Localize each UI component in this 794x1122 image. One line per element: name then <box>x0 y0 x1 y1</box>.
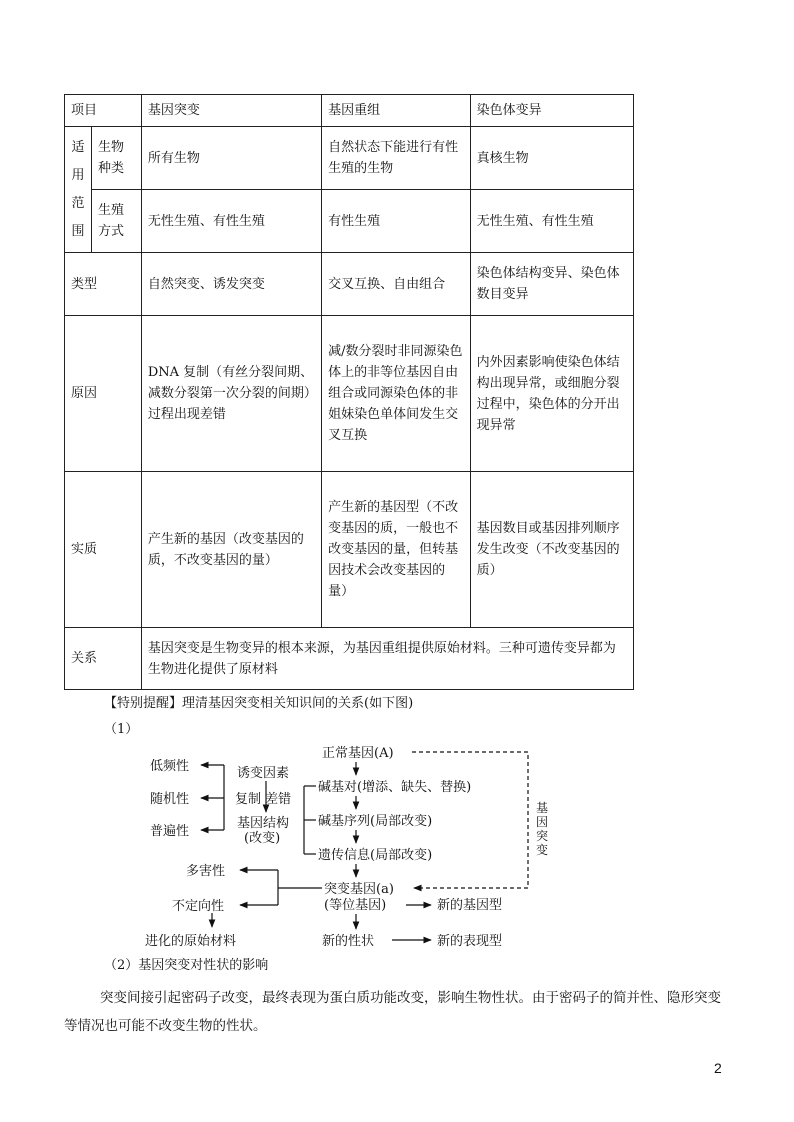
row-label-cell: 原因 <box>65 316 142 472</box>
table-cell: 无性生殖、有性生殖 <box>141 190 321 253</box>
sub-label-cell: 生殖方式 <box>91 190 141 253</box>
mutagen-label: 诱变因素 <box>237 766 290 781</box>
low-frequency-label: 低频性 <box>150 759 190 774</box>
table-cell: 内外因素影响使染色体结构出现异常，或细胞分裂过程中，染色体的分开出现异常 <box>470 316 633 472</box>
side-label-char: 突 <box>536 829 549 843</box>
randomness-label: 随机性 <box>150 792 190 807</box>
header-cell: 项目 <box>65 95 142 127</box>
table-cell: 自然状态下能进行有性生殖的生物 <box>322 127 470 190</box>
special-tip: 【特别提醒】理清基因突变相关知识间的关系(如下图) <box>104 696 414 711</box>
replication-error-label: 复制 差错 <box>235 792 292 807</box>
subheading-2: （2）基因突变对性状的影响 <box>104 958 269 973</box>
header-cell: 染色体变异 <box>470 95 633 127</box>
body-paragraph: 突变间接引起密码子改变，最终表现为蛋白质功能改变，影响生物性状。由于密码子的简并性、隐形突变等情况也可能不改变生物的性状。 <box>64 990 721 1034</box>
table-cell: 染色体结构变异、染色体数目变异 <box>470 253 633 316</box>
table-cell: 产生新的基因型（不改变基因的质，一般也不改变基因的量，但转基因技术会改变基因的量） <box>322 472 470 628</box>
new-trait-label: 新的性状 <box>322 934 375 949</box>
genetic-info-label: 遗传信息(局部改变) <box>318 848 433 863</box>
table-cell: 真核生物 <box>470 127 633 190</box>
row-label-cell: 实质 <box>65 472 142 628</box>
page-number: 2 <box>714 1060 722 1076</box>
table-cell: 无性生殖、有性生殖 <box>470 190 633 253</box>
sub-label-cell: 生物种类 <box>91 127 141 190</box>
side-label-char: 变 <box>536 843 549 857</box>
gene-structure-label: 基因结构 <box>237 816 290 831</box>
row-label-cell: 类型 <box>65 253 142 316</box>
row-label-cell: 关系 <box>65 628 142 690</box>
gene-structure-change-label: (改变) <box>244 831 281 846</box>
table-cell: 交叉互换、自由组合 <box>322 253 470 316</box>
universality-label: 普遍性 <box>150 824 190 839</box>
table-cell: 所有生物 <box>141 127 321 190</box>
scope-char: 范 <box>71 195 85 211</box>
table-cell: DNA 复制（有丝分裂间期、减数分裂第一次分裂的间期）过程出现差错 <box>141 316 321 472</box>
base-sequence-label: 碱基序列(局部改变) <box>318 814 433 829</box>
harmfulness-label: 多害性 <box>186 864 226 879</box>
raw-material-label: 进化的原始材料 <box>145 934 237 949</box>
header-cell: 基因重组 <box>322 95 470 127</box>
table-cell: 减/数分裂时非同源染色体上的非等位基因自由组合或同源染色体的非姐妹染色单体间发生交叉互换 <box>322 316 470 472</box>
new-phenotype-label: 新的表现型 <box>437 934 503 949</box>
subheading-1: （1） <box>104 722 139 737</box>
table-cell: 产生新的基因（改变基因的质，不改变基因的量） <box>141 472 321 628</box>
undirected-label: 不定向性 <box>172 899 225 914</box>
allele-label: (等位基因) <box>324 898 387 913</box>
normal-gene-label: 正常基因(A) <box>322 746 394 761</box>
mutant-gene-label: 突变基因(a) <box>324 882 394 897</box>
table-cell: 基因突变是生物变异的根本来源，为基因重组提供原始材料。三种可遗传变异都为生物进化提供了原材料 <box>141 628 633 690</box>
side-label-char: 基 <box>536 801 549 815</box>
table-cell: 有性生殖 <box>322 190 470 253</box>
scope-char: 适 <box>71 139 85 155</box>
scope-char: 围 <box>71 223 85 239</box>
base-pair-label: 碱基对(增添、缺失、替换) <box>318 780 472 795</box>
table-cell: 自然突变、诱发突变 <box>141 253 321 316</box>
new-genotype-label: 新的基因型 <box>437 898 503 913</box>
table-cell: 基因数目或基因排列顺序发生改变（不改变基因的质） <box>470 472 633 628</box>
header-cell: 基因突变 <box>141 95 321 127</box>
side-label-char: 因 <box>536 815 549 829</box>
scope-char: 用 <box>71 167 85 183</box>
